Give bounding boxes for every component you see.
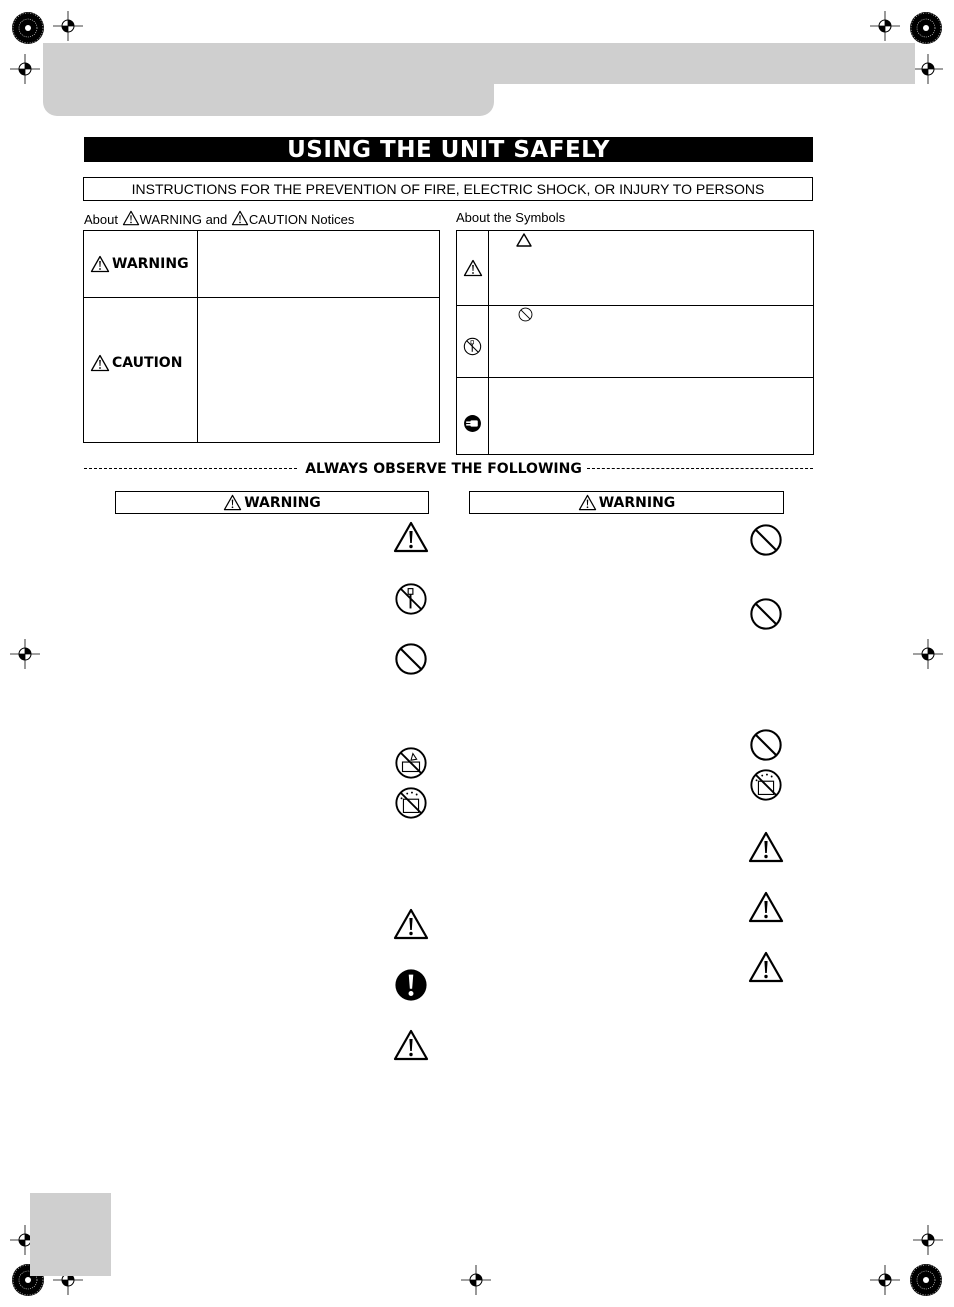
symbols-table-row-divider: [456, 377, 813, 378]
warning-label-text: WARNING: [112, 256, 189, 272]
dashed-rule: [587, 468, 813, 469]
prohibited-icon: [749, 597, 783, 631]
prohibited-small-icon: [518, 307, 533, 322]
warning-triangle-icon: [393, 908, 429, 940]
caption-caution: CAUTION Notices: [248, 212, 355, 227]
warning-triangle-icon: [578, 494, 597, 511]
warning-triangle-icon: [393, 521, 429, 553]
registration-mark-icon: [10, 54, 40, 84]
left-warning-heading: [115, 491, 429, 514]
warning-triangle-icon: [463, 259, 483, 277]
symbols-table: [456, 230, 814, 455]
registration-mark-icon: [53, 11, 83, 41]
symbols-table-row-divider: [456, 305, 813, 306]
corner-mark-bottom-right: [908, 1262, 944, 1298]
symbols-table-divider: [488, 230, 489, 454]
observe-divider: [84, 461, 813, 477]
mandatory-exclamation-icon: [394, 968, 428, 1002]
warning-triangle-icon: [231, 210, 249, 226]
corner-mark-top-right: [908, 10, 944, 46]
prohibited-icon: [749, 728, 783, 762]
warning-triangle-icon: [90, 354, 110, 372]
prohibited-icon: [394, 642, 428, 676]
warning-triangle-icon: [223, 494, 242, 511]
warning-triangle-icon: [748, 891, 784, 923]
page-title: USING THE UNIT SAFELY: [84, 137, 813, 162]
caution-label-text: CAUTION: [112, 355, 183, 371]
triangle-outline-icon: [516, 233, 532, 247]
registration-mark-icon: [461, 1265, 491, 1295]
right-warning-heading-text: WARNING: [598, 494, 676, 511]
registration-mark-icon: [10, 639, 40, 669]
do-not-place-on-unstable-surface-icon: [394, 746, 428, 780]
header-band: [43, 43, 915, 84]
warning-triangle-icon: [122, 210, 140, 226]
warning-triangle-icon: [748, 831, 784, 863]
do-not-disassemble-icon: [463, 337, 482, 356]
page-number-block: [30, 1193, 111, 1276]
notices-table-row-divider: [83, 297, 439, 298]
warning-triangle-icon: [90, 255, 110, 273]
prohibited-icon: [749, 523, 783, 557]
registration-mark-icon: [913, 1225, 943, 1255]
do-not-disassemble-icon: [394, 582, 428, 616]
keep-away-from-water-icon: [394, 786, 428, 820]
keep-away-from-water-icon: [749, 768, 783, 802]
registration-mark-icon: [913, 54, 943, 84]
observe-heading: ALWAYS OBSERVE THE FOLLOWING: [305, 461, 582, 477]
right-warning-heading: [469, 491, 784, 514]
caption-about: About: [84, 212, 118, 227]
registration-mark-icon: [870, 11, 900, 41]
symbols-caption: About the Symbols: [456, 210, 566, 225]
page-subtitle: INSTRUCTIONS FOR THE PREVENTION OF FIRE, ELECTRIC SHOCK, OR INJURY TO PERSONS: [83, 177, 813, 201]
caption-warning: WARNING and: [139, 212, 228, 227]
warning-triangle-icon: [748, 951, 784, 983]
notices-caption: [84, 210, 354, 228]
unplug-icon: [463, 414, 482, 433]
registration-mark-icon: [870, 1265, 900, 1295]
caution-label: [90, 354, 182, 372]
warning-label: [90, 255, 189, 273]
notices-table-divider: [197, 230, 198, 442]
warning-triangle-icon: [393, 1029, 429, 1061]
dashed-rule: [84, 468, 297, 469]
header-tab: [43, 84, 494, 116]
registration-mark-icon: [913, 639, 943, 669]
corner-mark-top-left: [10, 10, 46, 46]
left-warning-heading-text: WARNING: [244, 494, 321, 511]
